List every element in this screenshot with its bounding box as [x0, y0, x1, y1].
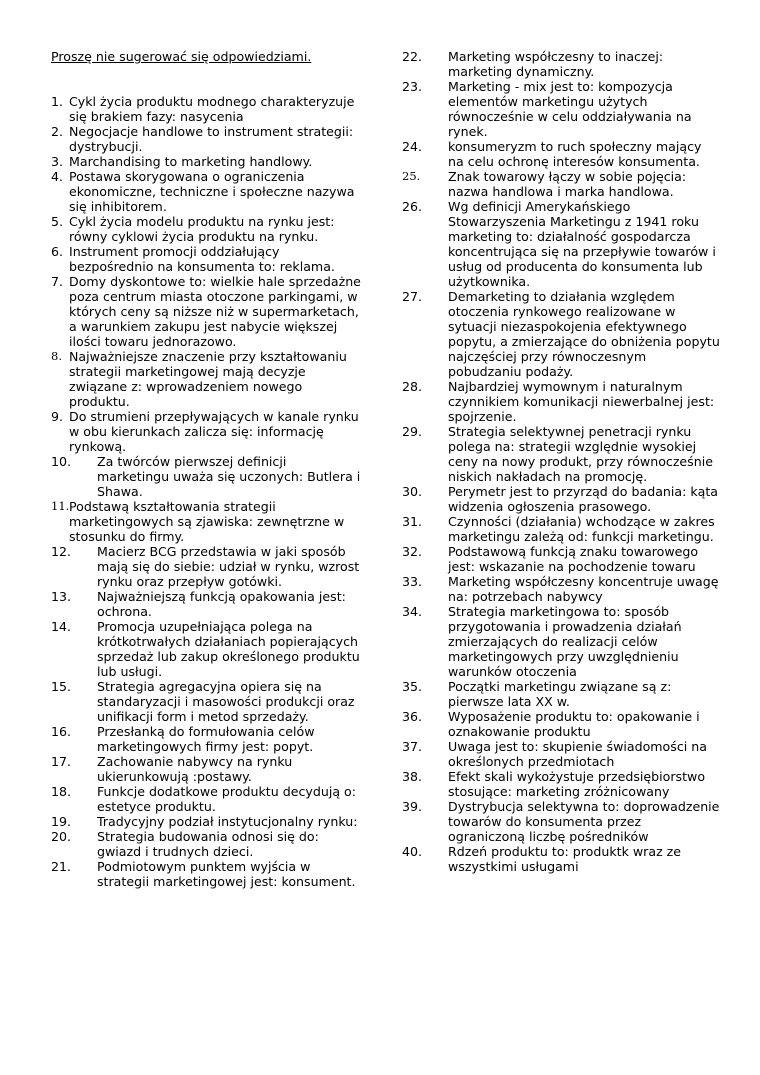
list-item [402, 424, 720, 484]
item-number: 33. [402, 574, 423, 589]
item-text: Instrument promocji oddziałujący bezpośrednio na konsumenta to: reklama. [69, 244, 335, 274]
list-item [51, 454, 361, 499]
list-item [402, 484, 720, 514]
item-number: 3. [51, 154, 64, 169]
item-text: Czynności (działania) wchodzące w zakres marketingu zależą od: funkcji marketingu. [448, 514, 715, 544]
item-text: Przesłanką do formułowania celów marketingowych firmy jest: popyt. [97, 724, 315, 754]
item-text: Podmiotowym punktem wyjścia w strategii marketingowej jest: konsument. [97, 859, 356, 889]
list-item [51, 859, 361, 889]
item-text: Rdzeń produktu to: produktk wraz ze wszystkimi usługami [448, 844, 682, 874]
list-item [51, 244, 361, 274]
item-text: Wg definicji Amerykańskiego Stowarzyszenia Marketingu z 1941 roku marketing to: działalność gospodarcza koncentrująca się na przepływie towarów i usług od producenta do konsumenta lub użytkownika. [448, 199, 716, 289]
list-item [51, 679, 361, 724]
list-item [402, 844, 720, 874]
item-text: Negocjacje handlowe to instrument strategii: dystrybucji. [69, 124, 354, 154]
question-list-right [402, 49, 720, 874]
list-item [51, 94, 361, 124]
list-item [402, 289, 720, 379]
item-text: Podstawą kształtowania strategii marketingowych są zjawiska: zewnętrzne w stosunku do firmy. [69, 499, 345, 544]
item-number: 18. [51, 784, 72, 799]
list-item [402, 79, 720, 139]
list-item [402, 169, 720, 199]
list-item [51, 499, 361, 544]
list-item [51, 589, 361, 619]
item-number: 23. [402, 79, 423, 94]
item-number: 21. [51, 859, 72, 874]
item-text: Najważniejszą funkcją opakowania jest: ochrona. [97, 589, 346, 619]
question-list-left [51, 94, 361, 889]
list-item [402, 739, 720, 769]
list-item [402, 799, 720, 844]
item-number: 26. [402, 199, 423, 214]
item-number: 22. [402, 49, 423, 64]
item-number: 39. [402, 799, 423, 814]
item-text: Postawa skorygowana o ograniczenia ekonomiczne, techniczne i społeczne nazywa się inhibitorem. [69, 169, 355, 214]
list-item [51, 214, 361, 244]
list-item [51, 124, 361, 154]
item-number: 9. [51, 409, 64, 424]
item-number: 16. [51, 724, 72, 739]
item-number: 12. [51, 544, 72, 559]
item-text: Podstawową funkcją znaku towarowego jest: wskazanie na pochodzenie towaru [448, 544, 699, 574]
left-column [51, 49, 361, 889]
item-text: Efekt skali wykożystuje przedsiębiorstwo stosujące: marketing zróżnicowany [448, 769, 706, 799]
item-text: Najbardziej wymownym i naturalnym czynnikiem komunikacji niewerbalnej jest: spojrzenie. [448, 379, 715, 424]
list-item [51, 754, 361, 784]
item-number: 4. [51, 169, 64, 184]
list-item [51, 154, 361, 169]
item-number: 1. [51, 94, 64, 109]
item-number: 10. [51, 454, 72, 469]
item-number: 37. [402, 739, 423, 754]
item-text: konsumeryzm to ruch społeczny mający na celu ochronę interesów konsumenta. [448, 139, 702, 169]
item-number: 28. [402, 379, 423, 394]
item-text: Zachowanie nabywcy na rynku ukierunkowują :postawy. [97, 754, 293, 784]
item-number: 14. [51, 619, 72, 634]
item-text: Perymetr jest to przyrząd do badania: kąta widzenia ogłoszenia prasowego. [448, 484, 719, 514]
list-item [402, 139, 720, 169]
item-text: Najważniejsze znaczenie przy kształtowaniu strategii marketingowej mają decyzje związane z: wprowadzeniem nowego produktu. [69, 349, 347, 409]
item-text: Strategia agregacyjna opiera się na standaryzacji i masowości produkcji oraz unifikacji form i metod sprzedaży. [97, 679, 355, 724]
list-item [402, 709, 720, 739]
list-item [51, 274, 361, 349]
list-item [402, 604, 720, 679]
list-item [402, 514, 720, 544]
item-text: Demarketing to działania względem otoczenia rynkowego realizowane w sytuacji niezaspokojenia efektywnego popytu, a zmierzające do obniżenia popytu najczęściej przy równoczesnym pobudzaniu podaży. [448, 289, 720, 379]
item-text: Strategia budowania odnosi się do: gwiazd i trudnych dzieci. [97, 829, 319, 859]
item-number: 20. [51, 829, 72, 844]
item-number: 7. [51, 274, 64, 289]
item-text: Początki marketingu związane są z: pierwsze lata XX w. [448, 679, 672, 709]
item-text: Marketing współczesny koncentruje uwagę na: potrzebach nabywcy [448, 574, 719, 604]
list-item [402, 379, 720, 424]
item-text: Macierz BCG przedstawia w jaki sposób mają się do siebie: udział w rynku, wzrost rynku oraz przepływ gotówki. [97, 544, 360, 589]
right-column [402, 49, 720, 874]
item-number: 34. [402, 604, 423, 619]
item-number: 11. [51, 499, 70, 513]
item-text: Do strumieni przepływających w kanale rynku w obu kierunkach zalicza się: informację rynkową. [69, 409, 359, 454]
list-item [51, 169, 361, 214]
item-text: Tradycyjny podział instytucjonalny rynku: [97, 814, 358, 829]
item-text: Promocja uzupełniająca polega na krótkotrwałych działaniach popierających sprzedaż lub zakup określonego produktu lub usługi. [97, 619, 360, 679]
item-number: 8. [51, 349, 62, 363]
item-text: Marketing - mix jest to: kompozycja elementów marketingu użytych równocześnie w celu oddziaływania na rynek. [448, 79, 692, 139]
item-number: 36. [402, 709, 423, 724]
list-item [402, 679, 720, 709]
list-item [51, 829, 361, 859]
item-number: 40. [402, 844, 423, 859]
item-text: Strategia marketingowa to: sposób przygotowania i prowadzenia działań zmierzających do realizacji celów marketingowych przy uwzględnieniu warunków otoczenia [448, 604, 682, 679]
item-number: 2. [51, 124, 64, 139]
item-number: 29. [402, 424, 423, 439]
item-number: 38. [402, 769, 423, 784]
list-item [51, 814, 361, 829]
item-text: Za twórców pierwszej definicji marketingu uważa się uczonych: Butlera i Shawa. [97, 454, 361, 499]
item-text: Marketing współczesny to inaczej: marketing dynamiczny. [448, 49, 664, 79]
item-text: Dystrybucja selektywna to: doprowadzenie towarów do konsumenta przez ograniczoną liczbę pośredników [448, 799, 720, 844]
item-text: Funkcje dodatkowe produktu decydują o: estetyce produktu. [97, 784, 356, 814]
item-text: Strategia selektywnej penetracji rynku polega na: strategii względnie wysokiej ceny na nowy produkt, przy równocześnie niskich nakładach na promocję. [448, 424, 713, 484]
list-item [402, 574, 720, 604]
item-text: Marchandising to marketing handlowy. [69, 154, 313, 169]
item-number: 13. [51, 589, 72, 604]
list-item [51, 349, 361, 409]
list-item [51, 784, 361, 814]
item-number: 32. [402, 544, 423, 559]
list-item [51, 544, 361, 589]
item-number: 15. [51, 679, 72, 694]
item-number: 19. [51, 814, 72, 829]
item-text: Cykl życia modelu produktu na rynku jest: równy cyklowi życia produktu na rynku. [69, 214, 335, 244]
item-text: Cykl życia produktu modnego charakteryzuje się brakiem fazy: nasycenia [69, 94, 355, 124]
item-number: 17. [51, 754, 72, 769]
item-number: 27. [402, 289, 423, 304]
item-text: Wyposażenie produktu to: opakowanie i oznakowanie produktu [448, 709, 700, 739]
item-number: 6. [51, 244, 64, 259]
item-text: Domy dyskontowe to: wielkie hale sprzedażne poza centrum miasta otoczone parkingami, w których ceny są niższe niż w supermarketach, a warunkiem zakupu jest nabycie większej ilości towaru jednorazowo. [69, 274, 361, 349]
list-item [402, 769, 720, 799]
item-number: 35. [402, 679, 423, 694]
list-item [51, 409, 361, 454]
item-number: 24. [402, 139, 423, 154]
list-item [51, 619, 361, 679]
list-item [402, 199, 720, 289]
list-item [51, 724, 361, 754]
item-text: Znak towarowy łączy w sobie pojęcia: nazwa handlowa i marka handlowa. [448, 169, 687, 199]
item-number: 25. [402, 169, 421, 183]
item-number: 5. [51, 214, 64, 229]
item-text: Uwaga jest to: skupienie świadomości na określonych przedmiotach [448, 739, 707, 769]
item-number: 30. [402, 484, 423, 499]
list-item [402, 544, 720, 574]
page-header: Proszę nie sugerować się odpowiedziami. [51, 49, 312, 64]
list-item [402, 49, 720, 79]
item-number: 31. [402, 514, 423, 529]
